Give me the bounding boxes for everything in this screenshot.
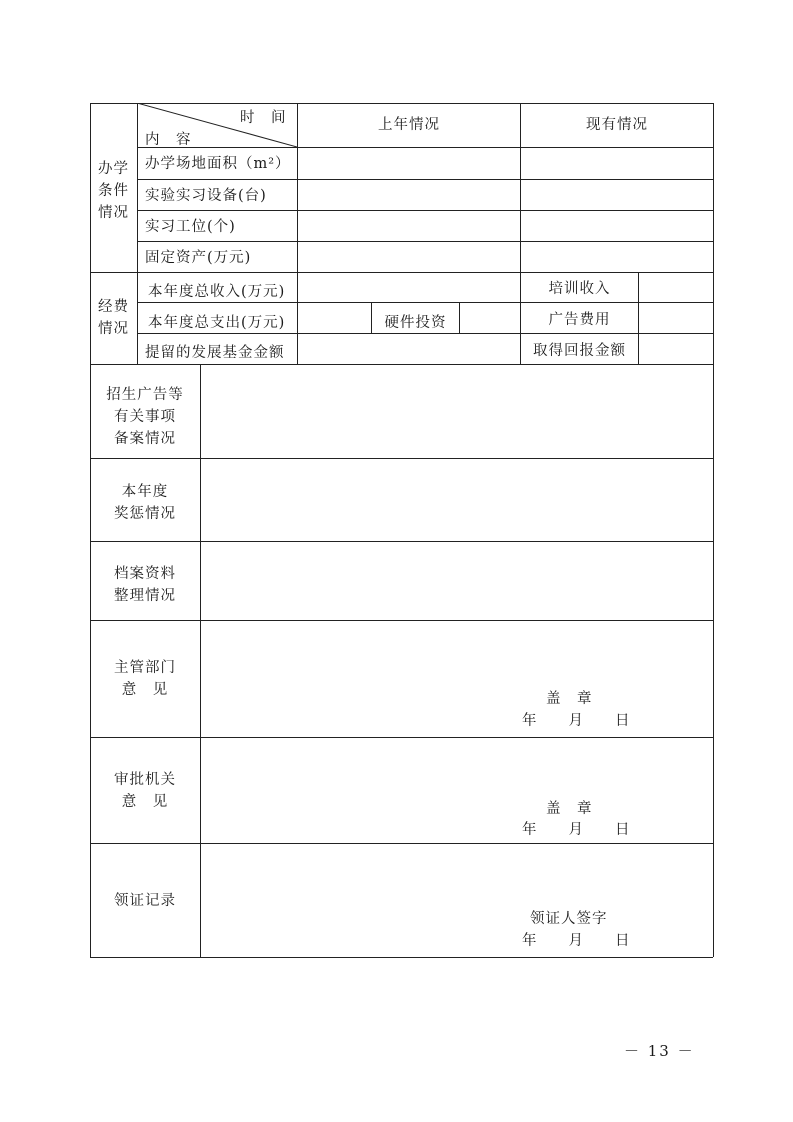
hardware-investment-label: 硬件投资 [384, 315, 447, 331]
archives-label [90, 563, 200, 607]
label-line: 意 见 [121, 682, 169, 698]
label-line: 经费 [98, 299, 129, 315]
row-line [137, 302, 713, 303]
row-line [90, 541, 713, 542]
row-line [90, 364, 713, 365]
row-site-area: 办学场地面积（m²） [145, 156, 291, 172]
license-record-label [90, 890, 200, 912]
table-border-bottom [90, 957, 713, 958]
row-workstations: 实习工位(个) [145, 219, 236, 235]
approval-label [90, 769, 200, 813]
row-line [137, 179, 713, 180]
table-border-right [713, 103, 714, 957]
approval-seal: 盖 章 [546, 801, 593, 817]
col-line [200, 364, 201, 957]
row-total-expense: 本年度总支出(万元) [148, 315, 286, 331]
license-date: 年 月 日 [522, 933, 631, 949]
label-line: 整理情况 [114, 588, 176, 604]
label-line: 备案情况 [114, 431, 176, 447]
header-time-label: 时 间 [240, 110, 287, 126]
label-line: 办学 [98, 161, 129, 177]
training-income-label: 培训收入 [548, 281, 611, 297]
rewards-label [90, 481, 200, 525]
ad-cost-label: 广告费用 [548, 312, 611, 328]
approval-date: 年 月 日 [522, 822, 631, 838]
label-line: 招生广告等 [106, 387, 184, 403]
supervisor-date: 年 月 日 [522, 713, 631, 729]
row-line [137, 210, 713, 211]
label-line: 有关事项 [114, 409, 176, 425]
row-line [90, 458, 713, 459]
row-line [90, 272, 713, 273]
label-line: 审批机关 [114, 772, 176, 788]
ad-filing-label [90, 384, 200, 450]
label-line: 情况 [98, 321, 129, 337]
recipient-signature-label: 领证人签字 [530, 911, 608, 927]
col-header-current: 现有情况 [586, 117, 648, 133]
label-line: 条件 [98, 183, 129, 199]
row-equipment: 实验实习设备(台) [145, 188, 267, 204]
label-line: 领证记录 [114, 893, 176, 909]
row-fixed-assets: 固定资产(万元) [145, 250, 252, 266]
header-content-label: 内 容 [145, 132, 192, 148]
label-line: 本年度 [121, 484, 169, 500]
page-number: － 13 － [624, 1042, 695, 1060]
label-line: 意 见 [121, 794, 169, 810]
row-line [90, 737, 713, 738]
funding-label [90, 296, 137, 340]
row-line [137, 333, 713, 334]
row-line [137, 241, 713, 242]
label-line: 情况 [98, 205, 129, 221]
col-line [638, 272, 639, 364]
table-border-left [90, 103, 91, 957]
row-line [90, 620, 713, 621]
row-line [137, 147, 713, 148]
col-header-last-year: 上年情况 [378, 117, 440, 133]
row-development-fund: 提留的发展基金金额 [145, 345, 285, 361]
return-amount-label: 取得回报金额 [533, 343, 626, 359]
col-line [459, 302, 460, 333]
row-line [90, 843, 713, 844]
label-line: 奖惩情况 [114, 506, 176, 522]
label-line: 档案资料 [114, 566, 176, 582]
col-line [297, 103, 298, 364]
label-line: 主管部门 [114, 660, 176, 676]
school-conditions-label [90, 158, 137, 224]
supervisor-seal: 盖 章 [546, 691, 593, 707]
supervisor-label [90, 657, 200, 701]
row-total-income: 本年度总收入(万元) [148, 284, 286, 300]
